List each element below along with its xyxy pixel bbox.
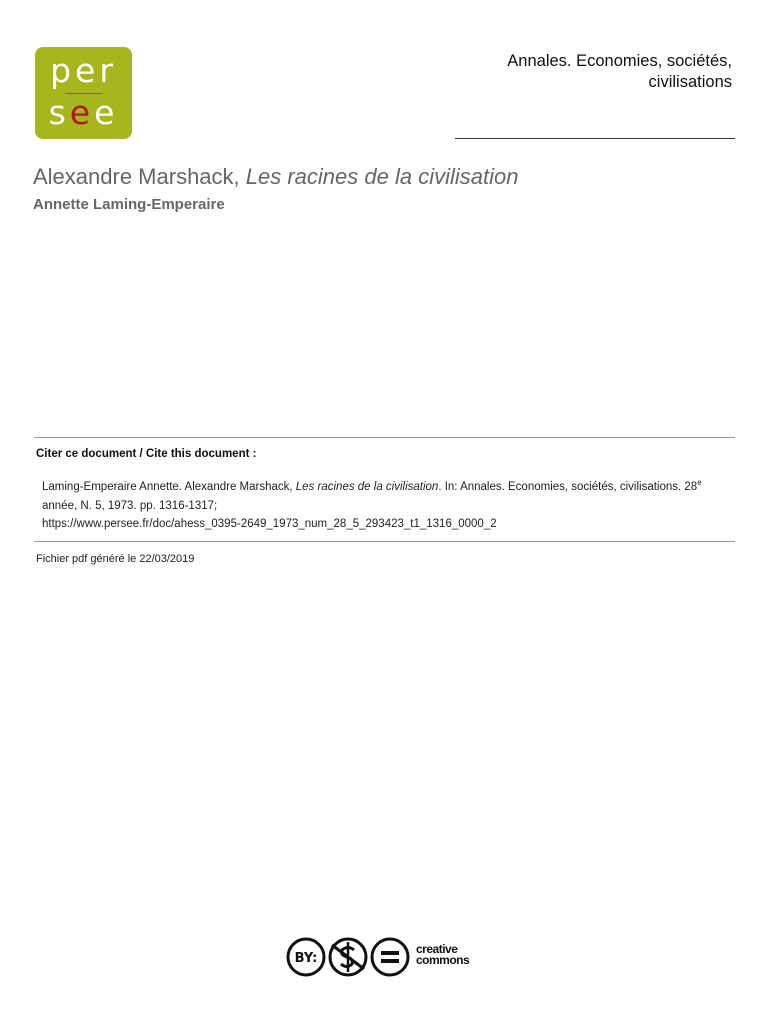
journal-line-1: Annales. Economies, sociétés, xyxy=(507,52,732,70)
document-author: Annette Laming-Emperaire xyxy=(33,196,225,213)
title-work: Les racines de la civilisation xyxy=(245,164,519,189)
citation-bottom-rule xyxy=(34,541,735,542)
generated-date: Fichier pdf généré le 22/03/2019 xyxy=(36,553,195,565)
logo-line-2 xyxy=(35,95,132,131)
cc-wordmark-line-2: commons xyxy=(416,953,470,967)
cc-equal-bar-bottom xyxy=(381,959,399,963)
cc-wordmark-line-1: creative xyxy=(416,942,458,956)
title-author: Alexandre Marshack, xyxy=(33,164,246,189)
citation-url-link[interactable]: https://www.persee.fr/doc/ahess_0395-2649_1973_num_28_5_293423_t1_1316_0000_2 xyxy=(42,518,497,530)
cc-equal-bar-top xyxy=(381,951,399,955)
persee-logo xyxy=(35,47,132,139)
citation-heading: Citer ce document / Cite this document : xyxy=(36,448,257,460)
document-title xyxy=(33,164,518,190)
cc-license-badge[interactable] xyxy=(286,936,412,978)
citation-part-2: . In: Annales. Economies, sociétés, civilisations. 28 xyxy=(438,480,698,493)
journal-name xyxy=(452,51,732,93)
cc-by-label: BY: xyxy=(294,951,318,966)
logo-letter-e: e xyxy=(94,93,119,132)
citation-part-3: année, N. 5, 1973. pp. 1316-1317; xyxy=(42,499,218,512)
logo-line-1: per xyxy=(50,51,117,90)
logo-letter-s: s xyxy=(48,93,70,132)
cc-wordmark xyxy=(416,944,469,966)
citation-work: Les racines de la civilisation xyxy=(295,480,439,493)
journal-line-2: civilisations xyxy=(648,73,732,91)
citation-part-1: Laming-Emperaire Annette. Alexandre Marshack, xyxy=(42,480,296,493)
logo-letter-e-red: e xyxy=(69,93,95,132)
header-rule xyxy=(455,138,735,139)
cc-nd-icon xyxy=(372,939,408,975)
citation-superscript: e xyxy=(697,478,702,487)
citation-top-rule xyxy=(34,437,735,438)
citation-text xyxy=(42,473,737,516)
